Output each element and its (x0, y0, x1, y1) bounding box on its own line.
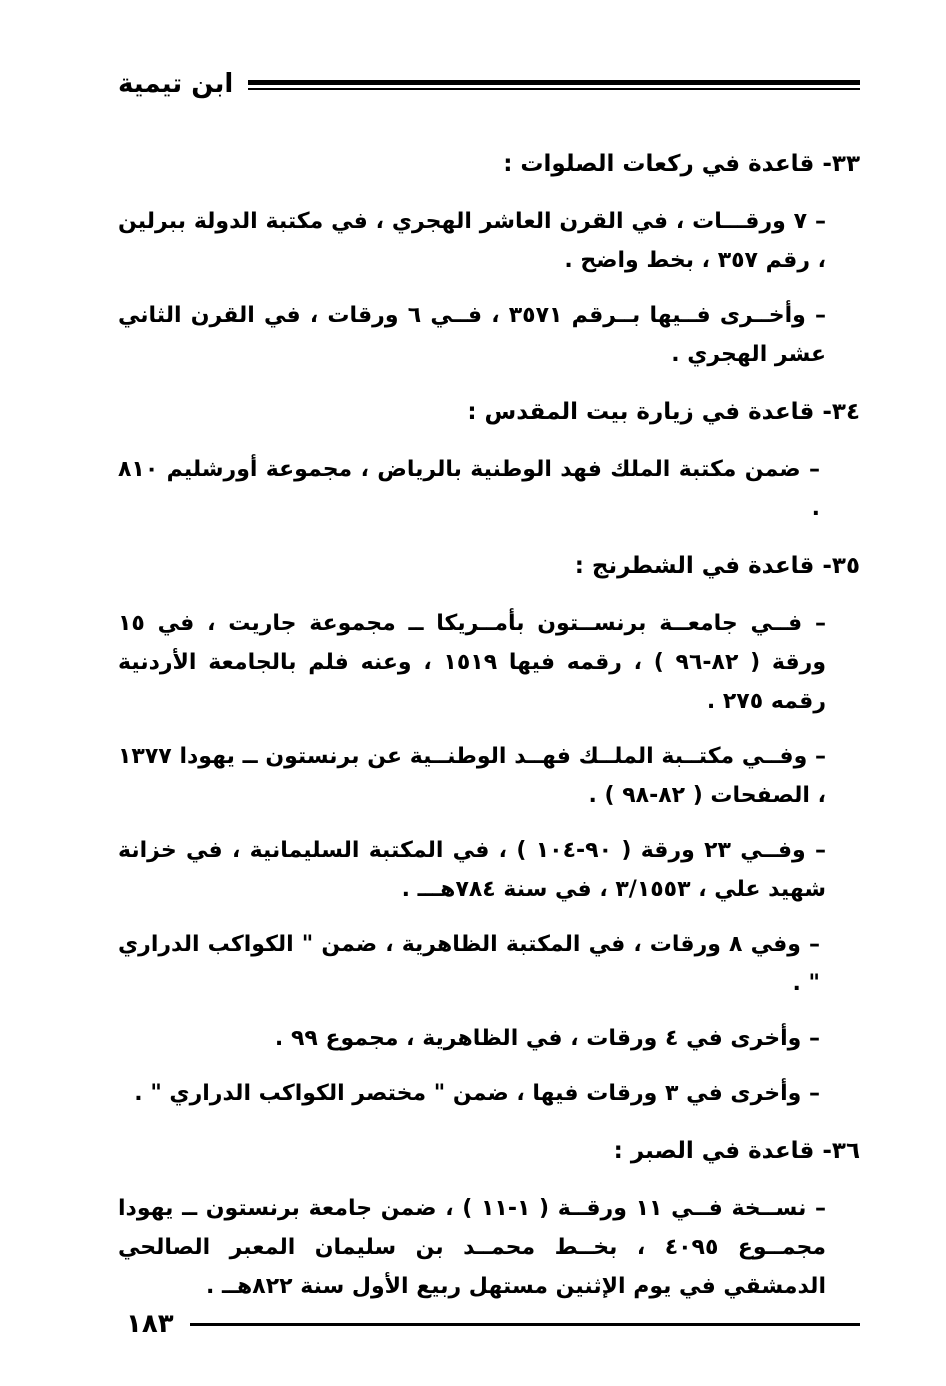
paragraph-35-6: – وأخرى في ٣ ورقات فيها ، ضمن " مختصر الكواكب الدراري " . (134, 1081, 820, 1106)
paragraph-33-1: – ٧ ورقـــات ، في القرن العاشر الهجري ، في مكتبة الدولة ببرلين ، رقم ٣٥٧ ، بخط واضح . (118, 209, 826, 273)
header-rule (248, 80, 860, 92)
page-footer (118, 1306, 860, 1342)
paragraph-35-2: – وفــي مكتــبة الملــك فهــد الوطنــية عن برنستون ــ يهودا ١٣٧٧ ، الصفحات ( ٨٢-٩٨ ) . (118, 744, 826, 808)
paragraph-34-1: – ضمن مكتبة الملك فهد الوطنية بالرياض ، مجموعة أورشليم ٨١٠ . (118, 457, 820, 521)
paragraph-35-1: – فــي جامعــة برنســتون بأمــريكا ــ مجموعة جاريت ، في ١٥ ورقة ( ٨٢-٩٦ ) ، رقمه فيها ١٥١٩ ، وعنه فلم بالجامعة الأردنية رقمه ٢٧٥ . (118, 611, 826, 714)
section-heading-33: ٣٣- قاعدة في ركعات الصلوات : (503, 151, 860, 177)
paragraph-35-4: – وفي ٨ ورقات ، في المكتبة الظاهرية ، ضمن " الكواكب الدراري " . (118, 932, 821, 996)
section-heading-35: ٣٥- قاعدة في الشطرنج : (574, 553, 860, 579)
section-heading-36: ٣٦- قاعدة في الصبر : (613, 1138, 860, 1164)
paragraph-36-1: – نســخة فــي ١١ ورقــة ( ١-١١ ) ، ضمن جامعة برنستون ــ يهودا مجمــوع ٤٠٩٥ ، بخــط محمــد بن سليمان المعبر الصالحي الدمشقي في يوم الإثنين مستهل ربيع الأول سنة ٨٢٢هــ . (118, 1196, 826, 1299)
page-body (118, 142, 860, 1322)
running-header (118, 66, 860, 106)
header-title: ابن تيمية (118, 69, 234, 99)
section-heading-34: ٣٤- قاعدة في زيارة بيت المقدس : (467, 399, 860, 425)
header-rule-thick (248, 80, 860, 85)
paragraph-35-5: – وأخرى في ٤ ورقات ، في الظاهرية ، مجموع ٩٩ . (274, 1026, 820, 1051)
paragraph-33-2: – وأخــرى فــيها بــرقم ٣٥٧١ ، فــي ٦ ورقات ، في القرن الثاني عشر الهجري . (118, 303, 826, 367)
header-rule-thin (248, 88, 860, 90)
page-number: ١٨٣ (126, 1309, 174, 1339)
footer-rule (190, 1323, 860, 1326)
paragraph-35-3: – وفــي ٢٣ ورقة ( ٩٠-١٠٤ ) ، في المكتبة السليمانية ، في خزانة شهيد علي ، ٣/١٥٥٣ ، في سنة ٧٨٤هـــ . (118, 838, 826, 902)
